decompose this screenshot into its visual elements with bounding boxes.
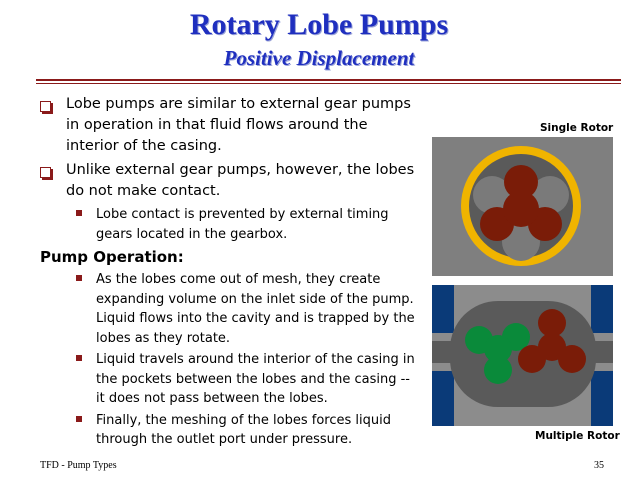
sub-bullet-item <box>40 350 420 409</box>
sub-bullet-text: As the lobes come out of mesh, they create expanding volume on the inlet side of the pump. Liquid flows into the cavity and is trapped by the lobes as they rotate. <box>96 272 415 346</box>
bullet-text: Unlike external gear pumps, however, the lobes do not make contact. <box>66 162 415 199</box>
checkbox-bullet-icon <box>40 101 51 112</box>
sub-bullet-text: Lobe contact is prevented by external timing gears located in the gearbox. <box>96 207 389 242</box>
title-rule-thin <box>36 83 621 84</box>
section-heading: Pump Operation: <box>40 248 184 266</box>
slide-body <box>40 94 420 452</box>
bullet-item <box>40 94 420 157</box>
sub-bullet-item <box>40 270 420 348</box>
sub-bullet-item <box>40 205 420 244</box>
square-bullet-icon <box>76 275 82 281</box>
single-rotor-caption: Single Rotor <box>540 122 614 134</box>
sub-bullet-text: Finally, the meshing of the lobes forces liquid through the outlet port under pressure. <box>96 412 391 447</box>
multiple-rotor-caption: Multiple Rotor <box>535 430 620 442</box>
square-bullet-icon <box>76 416 82 422</box>
title-rule <box>36 79 621 81</box>
sub-bullet-item <box>40 411 420 450</box>
slide-title: Rotary Lobe Pumps <box>189 8 449 41</box>
bullet-text: Lobe pumps are similar to external gear pumps in operation in that fluid flows around the interior of the casing. <box>66 96 411 154</box>
footer-label: TFD - Pump Types <box>40 460 117 471</box>
page-number: 35 <box>594 460 604 471</box>
multiple-rotor-diagram <box>432 285 613 426</box>
slide-subtitle: Positive Displacement <box>223 46 415 70</box>
square-bullet-icon <box>76 210 82 216</box>
square-bullet-icon <box>76 355 82 361</box>
sub-bullet-text: Liquid travels around the interior of the casing in the pockets between the lobes and the casing -- it does not pass between the lobes. <box>96 352 415 406</box>
checkbox-bullet-icon <box>40 167 51 178</box>
bullet-item <box>40 160 420 202</box>
single-rotor-diagram <box>432 137 613 276</box>
